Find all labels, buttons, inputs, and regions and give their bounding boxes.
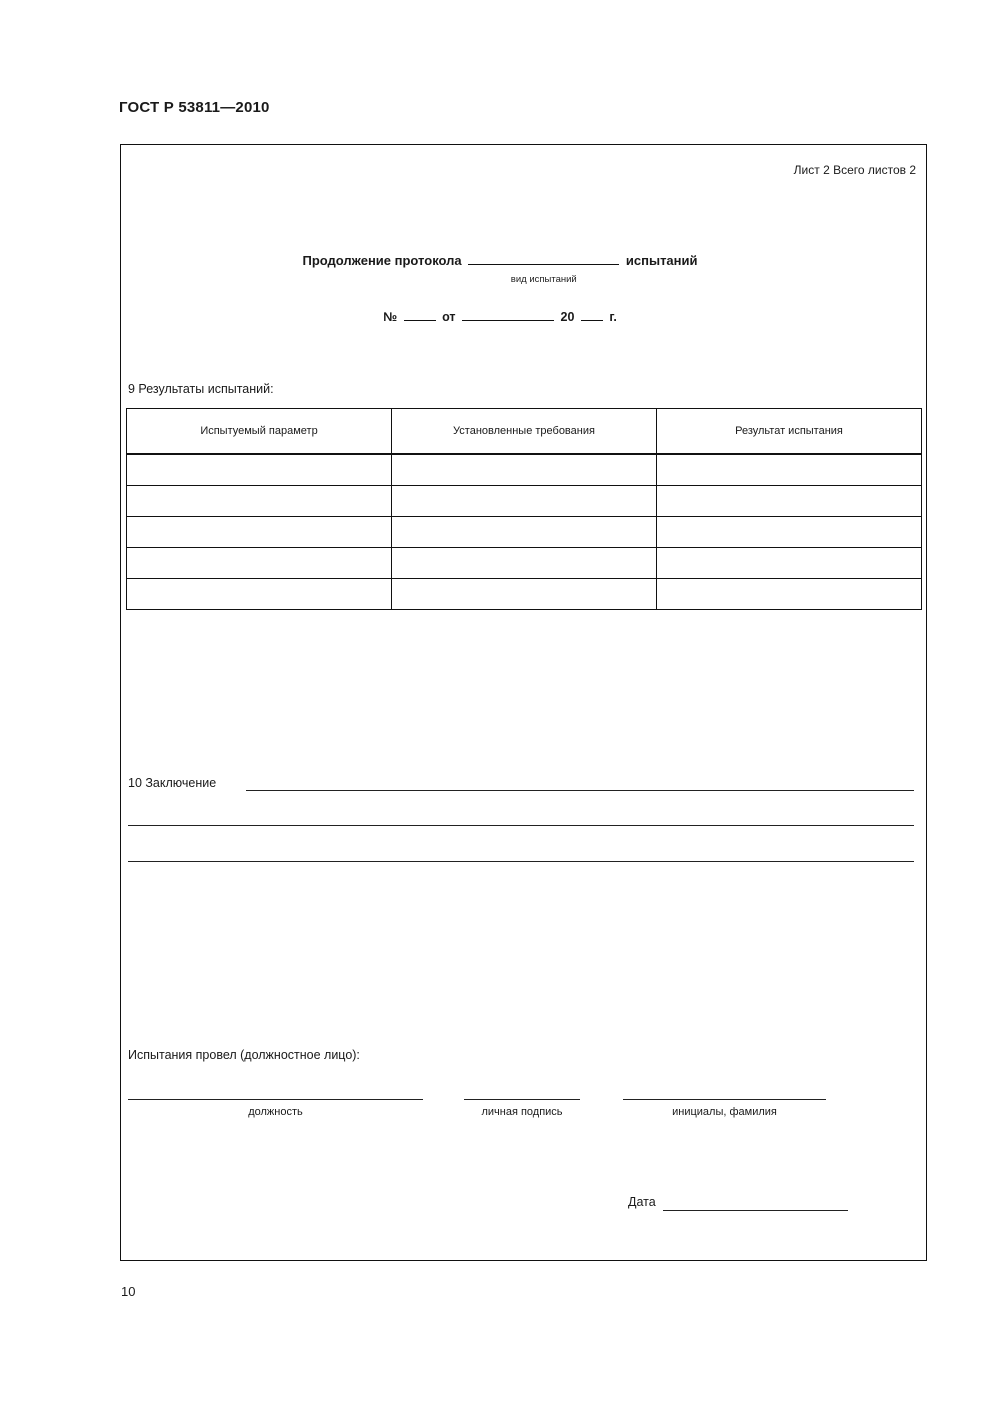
protocol-number-line [0, 309, 1000, 324]
table-cell[interactable] [127, 454, 392, 486]
table-cell[interactable] [657, 454, 922, 486]
date-field[interactable] [663, 1210, 848, 1211]
document-code: ГОСТ Р 53811—2010 [119, 99, 270, 116]
title-suffix: испытаний [625, 253, 698, 268]
table-cell[interactable] [657, 579, 922, 610]
sheet-info: Лист 2 Всего листов 2 [793, 163, 916, 177]
results-table [126, 408, 922, 610]
section-9-heading: 9 Результаты испытаний: [128, 382, 274, 396]
protocol-number-field[interactable] [404, 309, 436, 321]
conclusion-line-3[interactable] [128, 861, 914, 862]
conclusion-line-2[interactable] [128, 825, 914, 826]
signature-caption: личная подпись [481, 1106, 563, 1118]
title-prefix: Продолжение протокола [302, 253, 462, 268]
date-label: Дата [628, 1195, 656, 1209]
position-field[interactable] [128, 1099, 423, 1100]
table-cell[interactable] [657, 486, 922, 517]
section-10-label: 10 Заключение [128, 776, 217, 790]
protocol-date-field[interactable] [462, 309, 554, 321]
table-row [127, 579, 922, 610]
table-cell[interactable] [392, 517, 657, 548]
table-cell[interactable] [392, 579, 657, 610]
protocol-title [0, 253, 1000, 285]
table-row [127, 454, 922, 486]
column-header: Результат испытания [657, 409, 922, 455]
signature-field[interactable] [464, 1099, 580, 1100]
column-header: Испытуемый параметр [127, 409, 392, 455]
table-cell[interactable] [127, 579, 392, 610]
test-type-field[interactable] [468, 253, 619, 265]
year-field[interactable] [581, 309, 603, 321]
table-cell[interactable] [392, 486, 657, 517]
year-prefix: 20 [560, 310, 575, 324]
year-suffix: г. [609, 310, 617, 324]
column-header: Установленные требования [392, 409, 657, 455]
from-word: от [442, 310, 456, 324]
position-caption: должность [248, 1106, 303, 1118]
conclusion-line-1[interactable] [246, 790, 914, 791]
name-field[interactable] [623, 1099, 826, 1100]
table-row [127, 548, 922, 579]
table-cell[interactable] [392, 548, 657, 579]
table-cell[interactable] [127, 548, 392, 579]
table-cell[interactable] [392, 454, 657, 486]
name-caption: инициалы, фамилия [672, 1106, 777, 1118]
table-cell[interactable] [657, 517, 922, 548]
table-cell[interactable] [657, 548, 922, 579]
page-number: 10 [121, 1284, 136, 1299]
tested-by-label: Испытания провел (должностное лицо): [128, 1048, 360, 1062]
table-row [127, 517, 922, 548]
table-cell[interactable] [127, 517, 392, 548]
table-cell[interactable] [127, 486, 392, 517]
number-sign: № [383, 310, 398, 324]
test-type-hint: вид испытаний [510, 274, 577, 285]
table-row [127, 486, 922, 517]
